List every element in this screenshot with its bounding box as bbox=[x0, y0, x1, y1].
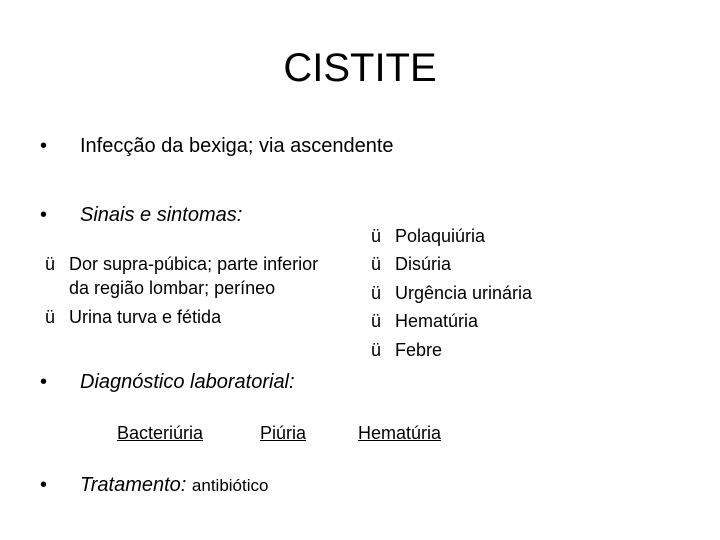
check-text: Disúria bbox=[395, 254, 452, 274]
check-text: Dor supra-púbica; parte inferior bbox=[69, 254, 319, 274]
check-item-febre bbox=[371, 338, 442, 362]
check-text: Urina turva e fétida bbox=[69, 307, 222, 327]
check-text: Urgência urinária bbox=[395, 283, 533, 303]
check-icon: ü bbox=[371, 254, 382, 274]
check-icon: ü bbox=[45, 254, 56, 274]
check-item-hematuria bbox=[371, 309, 478, 333]
check-text: Hematúria bbox=[395, 311, 479, 331]
check-item-dor bbox=[45, 252, 318, 276]
bullet-text: Infecção da bexiga; via ascendente bbox=[80, 135, 394, 157]
check-icon: ü bbox=[45, 307, 56, 327]
check-icon: ü bbox=[371, 311, 382, 331]
bullet-infection bbox=[40, 134, 394, 158]
diagnostic-piuria: Piúria bbox=[260, 423, 307, 443]
bullet-marker: • bbox=[40, 135, 48, 157]
bullet-marker: • bbox=[40, 204, 48, 226]
check-text: da região lombar; períneo bbox=[69, 278, 276, 298]
slide-title: CISTITE bbox=[283, 46, 437, 90]
bullet-text: Diagnóstico laboratorial: bbox=[80, 371, 295, 393]
diagnostic-hematuria: Hematúria bbox=[358, 423, 442, 443]
check-icon: ü bbox=[371, 283, 382, 303]
check-item-urgencia bbox=[371, 281, 532, 305]
bullet-signs-symptoms bbox=[40, 203, 242, 227]
check-icon: ü bbox=[371, 340, 382, 360]
treatment-value: antibiótico bbox=[191, 476, 269, 495]
check-text: Polaquiúria bbox=[395, 226, 486, 246]
check-text: Febre bbox=[395, 340, 443, 360]
check-icon: ü bbox=[371, 226, 382, 246]
check-item-polaquiuria bbox=[371, 224, 485, 248]
bullet-marker: • bbox=[40, 371, 48, 393]
bullet-marker: • bbox=[40, 474, 48, 496]
check-item-disuria bbox=[371, 252, 451, 276]
diagnostic-bacteriuria: Bacteriúria bbox=[117, 423, 204, 443]
bullet-text: Sinais e sintomas: bbox=[80, 204, 243, 226]
bullet-diagnostic bbox=[40, 370, 295, 394]
check-item-dor-continuation bbox=[69, 276, 275, 300]
treatment-label: Tratamento: bbox=[80, 474, 187, 496]
check-item-urina bbox=[45, 305, 221, 329]
bullet-treatment bbox=[40, 473, 268, 498]
